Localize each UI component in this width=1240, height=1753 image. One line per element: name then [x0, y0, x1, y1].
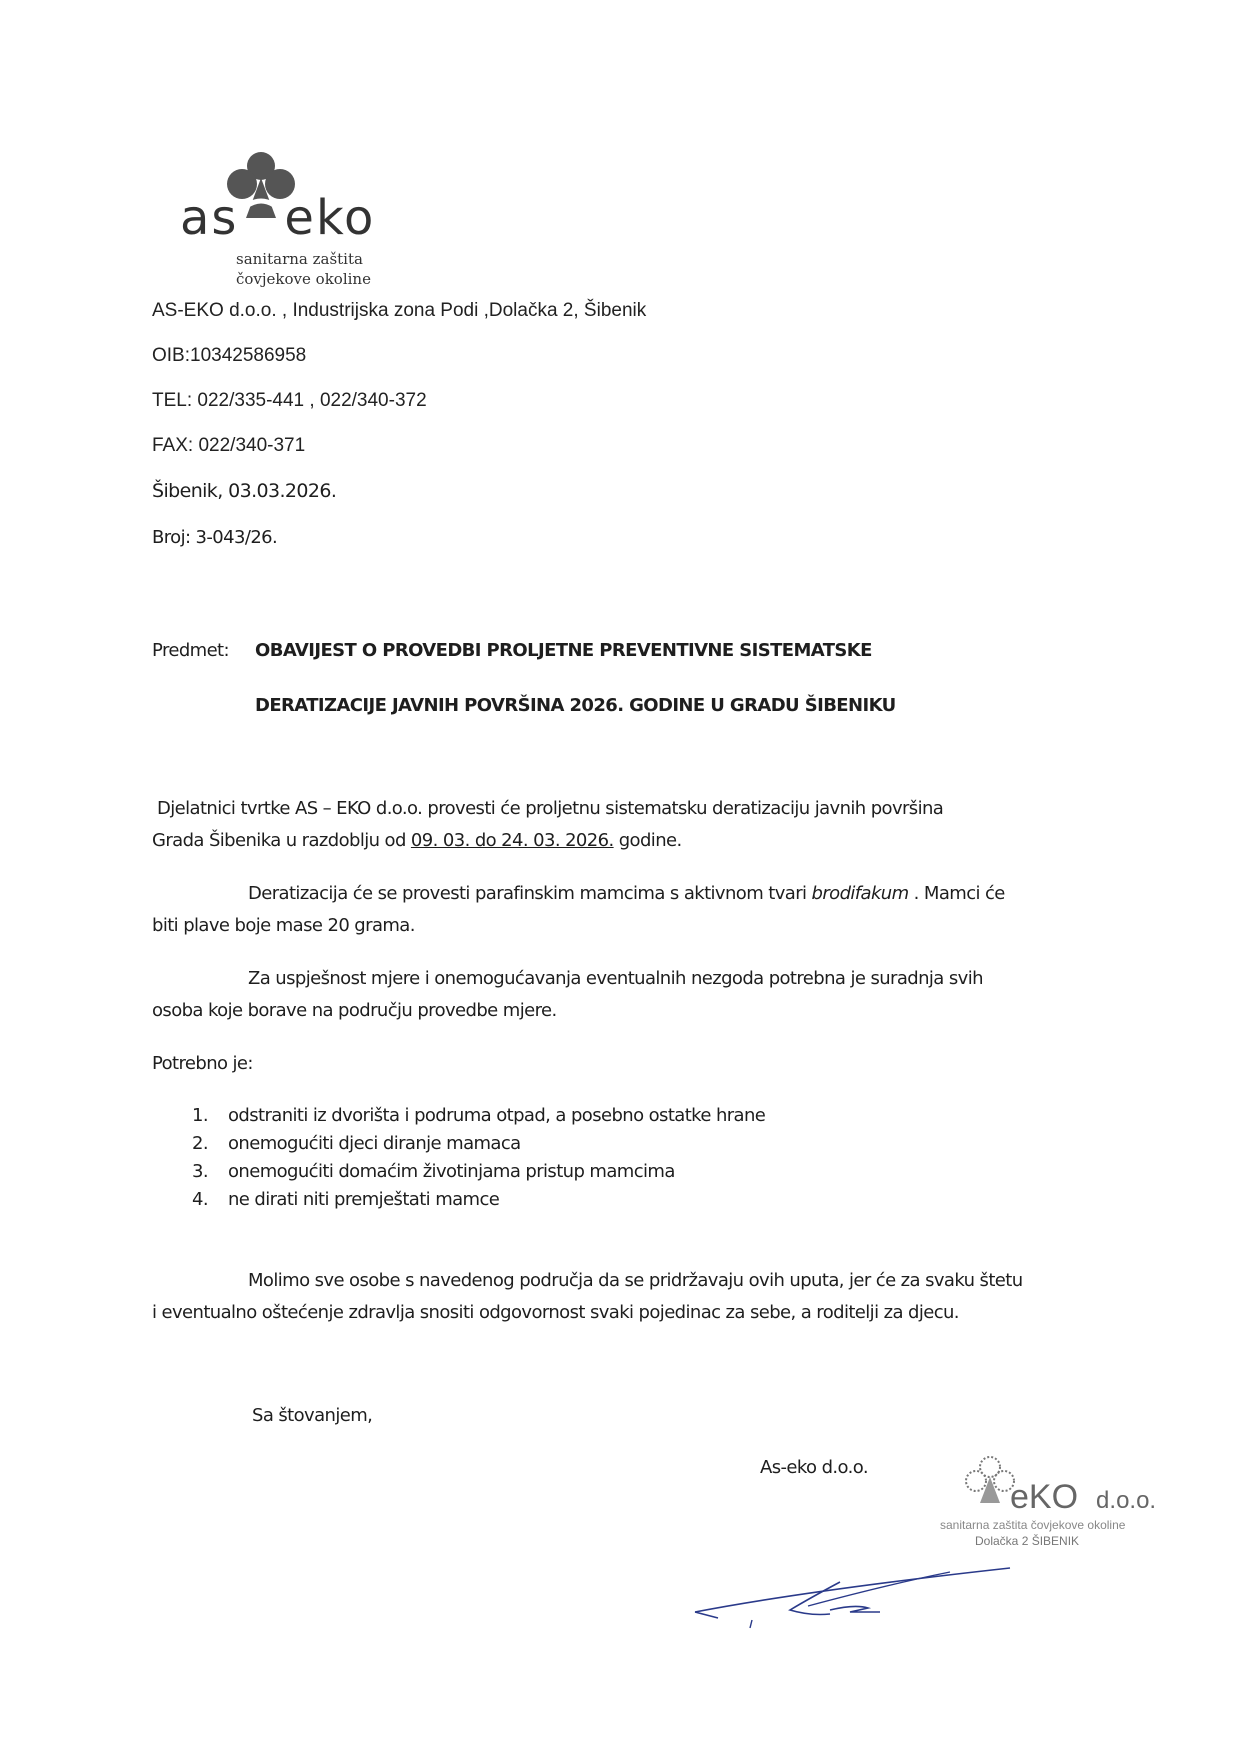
paragraph-2-line-2: biti plave boje mase 20 grama. — [152, 915, 415, 936]
signatory-name: As-eko d.o.o. — [760, 1457, 868, 1478]
deratization-dates: 09. 03. do 24. 03. 2026. — [410, 830, 614, 851]
stamp-line-1: sanitarna zaštita čovjekove okoline — [940, 1518, 1126, 1532]
paragraph-3-line-1: Za uspješnost mjere i onemogućavanja eventualnih nezgoda potrebna je suradnja svih — [248, 968, 983, 989]
logo-wordmark: as eko — [180, 190, 376, 246]
list-item: 1. odstraniti iz dvorišta i podruma otpad, a posebno ostatke hrane — [192, 1105, 766, 1126]
paragraph-4-line-1: Molimo sve osobe s navedenog područja da se pridržavaju ovih uputa, jer će za svaku štetu — [248, 1270, 1023, 1291]
company-address: AS-EKO d.o.o. , Industrijska zona Podi ,Dolačka 2, Šibenik — [152, 300, 647, 321]
paragraph-4-line-2: i eventualno oštećenje zdravlja snositi odgovornost svaki pojedinac za sebe, a roditelji za djecu. — [152, 1302, 959, 1323]
active-substance: brodifakum — [811, 883, 909, 904]
closing-greeting: Sa štovanjem, — [252, 1405, 373, 1426]
list-item: 4. ne dirati niti premještati mamce — [192, 1189, 500, 1210]
list-item: 2. onemogućiti djeci diranje mamaca — [192, 1133, 521, 1154]
subject-line-1: OBAVIJEST O PROVEDBI PROLJETNE PREVENTIVNE SISTEMATSKE — [255, 640, 872, 661]
company-fax: FAX: 022/340-371 — [152, 435, 306, 456]
paragraph-1-line-2: Grada Šibenika u razdoblju od 09. 03. do 24. 03. 2026. godine. — [152, 830, 682, 851]
handwritten-signature — [690, 1560, 1030, 1640]
place-date: Šibenik, 03.03.2026. — [152, 480, 337, 502]
paragraph-2-line-1: Deratizacija će se provesti parafinskim mamcima s aktivnom tvari brodifakum . Mamci će — [248, 883, 1005, 904]
stamp-line-2: Dolačka 2 ŠIBENIK — [975, 1534, 1080, 1548]
subject-label: Predmet: — [152, 640, 229, 661]
logo-tagline-1: sanitarna zaštita — [236, 250, 363, 268]
company-logo — [180, 150, 420, 288]
paragraph-1-line-1: Djelatnici tvrtke AS – EKO d.o.o. provesti će proljetnu sistematsku deratizaciju javnih površina — [157, 798, 944, 819]
paragraph-3-line-2: osoba koje borave na području provedbe mjere. — [152, 1000, 557, 1021]
company-tel: TEL: 022/335-441 , 022/340-372 — [152, 390, 427, 411]
subject-line-2: DERATIZACIJE JAVNIH POVRŠINA 2026. GODINE U GRADU ŠIBENIKU — [255, 695, 896, 716]
company-oib: OIB:10342586958 — [152, 345, 307, 366]
stamp-main-text: eKO d.o.o. — [1010, 1478, 1157, 1516]
list-intro: Potrebno je: — [152, 1053, 253, 1074]
document-number: Broj: 3-043/26. — [152, 527, 278, 548]
list-item: 3. onemogućiti domaćim životinjama pristup mamcima — [192, 1161, 675, 1182]
logo-tagline-2: čovjekove okoline — [236, 270, 371, 288]
